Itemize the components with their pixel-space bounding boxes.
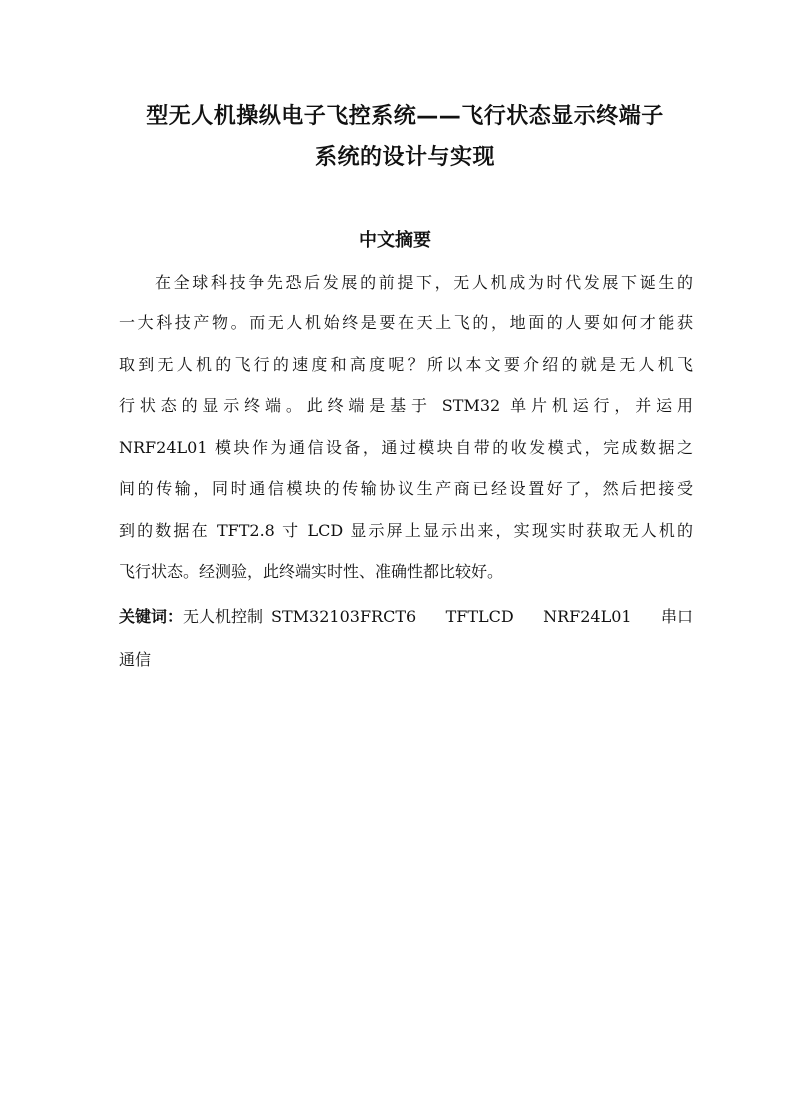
- keywords-label: 关键词：: [119, 607, 184, 626]
- keyword-item: TFTLCD: [445, 607, 514, 626]
- paper-title-line-1: 型无人机操纵电子飞控系统——飞行状态显示终端子: [146, 104, 664, 129]
- abstract-heading: 中文摘要: [359, 230, 431, 251]
- keywords-label-group: [119, 605, 416, 629]
- paper-title-line-2: 系统的设计与实现: [314, 145, 495, 170]
- keyword-item: 串口: [660, 607, 693, 626]
- abstract-line: 一大科技产物。而无人机始终是要在天上飞的，地面的人要如何才能获: [119, 313, 693, 332]
- keywords-row: [119, 605, 693, 629]
- abstract-line: 取到无人机的飞行的速度和高度呢？所以本文要介绍的就是无人机飞: [119, 355, 693, 374]
- abstract-line-last: 飞行状态。经测验，此终端实时性、准确性都比较好。: [119, 562, 504, 581]
- abstract-line: NRF24L01 模块作为通信设备，通过模块自带的收发模式，完成数据之: [119, 438, 693, 457]
- abstract-line: 间的传输，同时通信模块的传输协议生产商已经设置好了，然后把接受: [119, 479, 693, 498]
- keywords-continuation: 通信: [119, 650, 152, 669]
- keyword-item: STM32103FRCT6: [271, 607, 417, 626]
- abstract-line: 到的数据在 TFT2.8 寸 LCD 显示屏上显示出来，实现实时获取无人机的: [119, 521, 693, 540]
- keyword-item: 无人机控制: [183, 607, 264, 626]
- abstract-line: 在全球科技争先恐后发展的前提下，无人机成为时代发展下诞生的: [155, 273, 693, 292]
- keyword-item: NRF24L01: [543, 607, 632, 626]
- abstract-line: 行状态的显示终端。此终端是基于 STM32 单片机运行，并运用: [119, 396, 693, 415]
